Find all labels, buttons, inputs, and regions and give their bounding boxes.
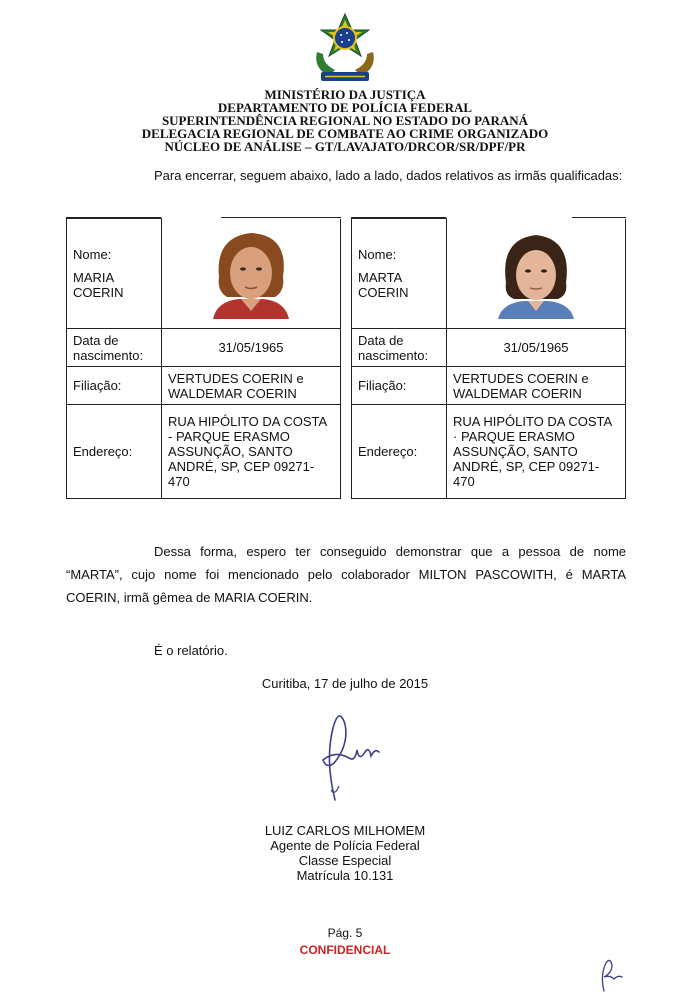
document-header [60,88,630,153]
address-value: RUA HIPÓLITO DA COSTA · PARQUE ERASMO ASSUNÇÃO, SANTO ANDRÉ, SP, CEP 09271-470 [447,405,626,499]
address-value: RUA HIPÓLITO DA COSTA - PARQUE ERASMO ASSUNÇÃO, SANTO ANDRÉ, SP, CEP 09271-470 [162,405,341,499]
signer-role: Agente de Polícia Federal [270,838,420,853]
portrait-photo-maria [211,227,291,319]
header-line-nucleus: NÚCLEO DE ANÁLISE – GT/LAVAJATO/DRCOR/SR/DPF/PR [164,139,526,154]
person-name: MARTA COERIN [358,270,409,300]
signer-class: Classe Especial [298,853,392,868]
address-label: Endereço: [67,405,162,499]
header-line-ministry: MINISTÉRIO DA JUSTIÇA [264,87,426,102]
parents-value: VERTUDES COERIN e WALDEMAR COERIN [447,367,626,405]
name-cell [352,219,447,329]
photo-cell [447,219,626,329]
name-label: Nome: [73,247,112,262]
signer-name: LUIZ CARLOS MILHOMEM [264,823,426,838]
initials-mark [596,955,626,995]
coat-of-arms-emblem [311,12,379,86]
conclusion-text: Dessa forma, espero ter conseguido demonstrar que a pessoa de nome “MARTA”, cujo nome foi mencionado pelo colaborador MILTON PASCOWITH, é MARTA COERIN, irmã gêmea de MARIA COERIN. [66,544,626,605]
header-line-delegacy: DELEGACIA REGIONAL DE COMBATE AO CRIME ORGANIZADO [141,126,549,141]
parents-label: Filiação: [352,367,447,405]
conclusion-paragraph [66,540,626,609]
intro-text: Para encerrar, seguem abaixo, lado a lado, dados relativos as irmãs qualificadas: [154,168,623,183]
header-line-superintendence: SUPERINTENDÊNCIA REGIONAL NO ESTADO DO PARANÁ [161,113,529,128]
person-name: MARIA COERIN [73,270,124,300]
birth-label: Data de nascimento: [67,329,162,367]
person-card-maria [66,218,341,498]
address-label: Endereço: [352,405,447,499]
birth-date: 31/05/1965 [162,329,341,367]
name-label: Nome: [358,247,397,262]
handwritten-signature [305,700,395,810]
name-cell [67,219,162,329]
classification-label: CONFIDENCIAL [299,943,391,957]
parents-value: VERTUDES COERIN e WALDEMAR COERIN [162,367,341,405]
signer-registration: Matrícula 10.131 [296,868,394,883]
header-line-department: DEPARTAMENTO DE POLÍCIA FEDERAL [217,100,473,115]
report-closing: É o relatório. [154,643,228,658]
birth-label: Data de nascimento: [352,329,447,367]
intro-paragraph [66,164,626,188]
page-number: Pág. 5 [327,926,363,940]
birth-date: 31/05/1965 [447,329,626,367]
photo-cell [162,219,341,329]
parents-label: Filiação: [67,367,162,405]
person-card-marta [351,218,626,498]
page-footer [0,925,676,959]
signer-block [0,823,676,883]
person-table-marta [351,218,626,499]
portrait-photo-marta [496,227,576,319]
place-date-line: Curitiba, 17 de julho de 2015 [261,676,429,691]
person-table-maria [66,218,341,499]
